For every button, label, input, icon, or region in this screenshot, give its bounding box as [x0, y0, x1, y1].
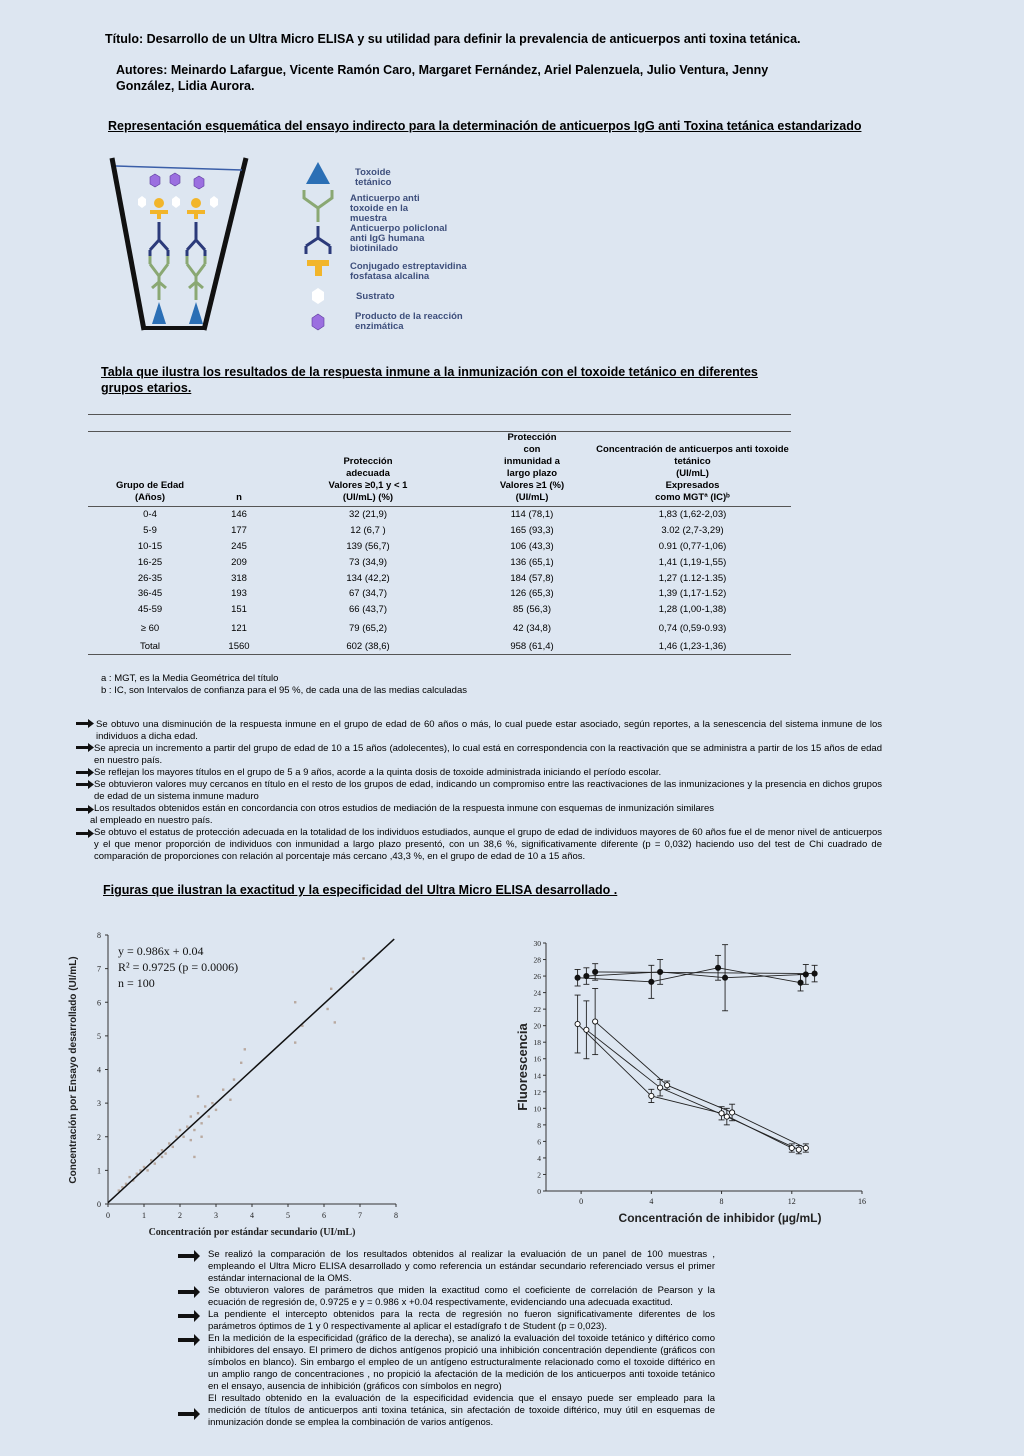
x-tick-label: 5 — [286, 1211, 290, 1220]
data-point — [179, 1129, 181, 1131]
sample-antibody-icon — [187, 256, 205, 300]
conclusion-item: El resultado obtenido en la evaluación de la especificidad evidencia que el ensayo puede ser empleado para la medición de títulos de anticuerpos anti toxina tetánica, sin afectación de toxoide diftérico, muy útil en esquemas de inmunización donde se emplea la combinación de varios antígenos. — [208, 1393, 715, 1428]
data-point — [182, 1136, 184, 1138]
data-point — [722, 975, 727, 980]
cell: 1560 — [212, 639, 266, 655]
legend-text: Producto de la reacción — [355, 311, 463, 322]
cell: 121 — [231, 622, 247, 634]
data-point — [161, 1149, 163, 1151]
y-tick-label: 28 — [533, 955, 541, 965]
cell: 165 (93,3) — [510, 525, 554, 537]
substrate-icon — [138, 196, 146, 208]
sample-antibody-icon — [150, 256, 168, 300]
legend-icons — [298, 160, 343, 335]
finding-item: Se reflejan los mayores títulos en el grupo de 5 a 9 años, acorde a la quinta dosis de toxoide administrada iniciando el período escolar. — [94, 767, 662, 778]
data-point — [334, 1021, 336, 1023]
y-tick-label: 22 — [533, 1005, 541, 1015]
specificity-chart — [510, 935, 880, 1230]
section-heading-figures: Figuras que ilustran la exactitud y la especificidad del Ultra Micro ELISA desarrollado . — [103, 883, 618, 897]
header-n — [212, 432, 266, 507]
cell: 126 (65,3) — [510, 588, 554, 600]
data-point — [222, 1088, 224, 1090]
arrow-right-icon — [178, 1250, 200, 1262]
x-tick-label: 8 — [394, 1211, 398, 1220]
y-axis-label: Fluorescencia — [515, 1023, 530, 1111]
header-spacer — [212, 415, 266, 432]
legend-product — [355, 312, 463, 332]
data-point — [128, 1176, 130, 1178]
header-text: (UI/mL) (%) — [342, 492, 394, 503]
data-point — [593, 969, 598, 974]
note-b: b : IC, son Intervalos de confianza para el 95 %, de cada una de las medias calculadas — [101, 685, 467, 696]
header-text: (Años) — [134, 492, 166, 503]
data-point — [186, 1125, 188, 1127]
data-point — [240, 1062, 242, 1064]
cell: ≥ 60 — [140, 622, 160, 634]
cell: 184 (57,8) — [510, 572, 554, 584]
header-concentration — [594, 432, 791, 507]
legend-text: anti IgG humana — [350, 233, 425, 244]
y-tick-label: 4 — [537, 1153, 541, 1163]
data-point — [200, 1122, 202, 1124]
cell: 0.91 (0,77-1,06) — [658, 540, 727, 552]
data-point — [803, 1145, 808, 1150]
y-tick-label: 0 — [537, 1187, 541, 1196]
y-tick-label: 1 — [97, 1166, 101, 1176]
legend-text: Anticuerpo policlonal — [350, 223, 448, 234]
series-line — [595, 1022, 806, 1148]
data-point — [197, 1112, 199, 1114]
table-row — [88, 523, 791, 539]
polyclonal-antibody-legend-icon — [306, 226, 330, 254]
data-point — [803, 972, 808, 977]
cell: 1,27 (1.12-1.35) — [658, 572, 727, 584]
findings-list — [90, 719, 882, 863]
data-point — [789, 1145, 794, 1150]
cell: 151 — [231, 604, 247, 616]
data-point — [161, 1156, 163, 1158]
legend-text: tetánico — [355, 177, 392, 188]
legend-polyclonal — [350, 224, 447, 254]
header-text: Protección — [343, 456, 393, 467]
table-row — [88, 602, 791, 618]
data-point — [352, 971, 354, 973]
y-tick-label: 8 — [537, 1120, 541, 1130]
results-table — [88, 414, 791, 655]
legend-text: Conjugado estreptavidina — [350, 261, 467, 272]
authors: Autores: Meinardo Lafargue, Vicente Ramón Caro, Margaret Fernández, Ariel Palenzuela, Julio Ventura, Jenny González, Lidia Aurora. — [116, 63, 769, 93]
polyclonal-antibody-icon — [150, 222, 168, 258]
x-axis-label: Concentración por estándar secundario (UI/mL) — [148, 1227, 356, 1238]
cell: 0,74 (0,59-0.93) — [658, 622, 727, 634]
y-tick-label: 18 — [533, 1038, 541, 1048]
data-point — [154, 1162, 156, 1164]
cell: 36-45 — [137, 588, 163, 600]
data-point — [197, 1095, 199, 1097]
table-row — [88, 539, 791, 555]
cell: 1,83 (1,62-2,03) — [658, 509, 727, 521]
finding-item: Se obtuvo el estatus de protección adecuada en la totalidad de los individuos estudiados, aunque el grupo de edad de individuos mayores de 60 años fue el de menor nivel de anticuerpos y el que menor proporción de individuos con inmunidad a largo plazo presentó, con un 38,6 %, significativamente diferente (p = 0,032) haciendo uso del test de Chi cuadrado de comparación de proporciones con relación al porcentaje más cercano ,43,3 %, en el grupo de edad de 10 a 15 años. — [94, 827, 882, 862]
sample-antibody-legend-icon — [304, 190, 332, 222]
header-adequate-protection — [266, 432, 470, 507]
x-tick-label: 1 — [142, 1211, 146, 1220]
table-row — [88, 586, 791, 602]
y-tick-label: 2 — [97, 1132, 101, 1142]
x-tick-label: 16 — [858, 1197, 866, 1206]
y-tick-label: 2 — [537, 1170, 541, 1180]
x-tick-label: 2 — [178, 1211, 182, 1220]
data-point — [168, 1142, 170, 1144]
data-point — [175, 1136, 177, 1138]
arrow-right-icon — [178, 1334, 200, 1346]
finding-item: Los resultados obtenidos están en concordancia con otros estudios de mediación de la respuesta inmune con esquemas de inmunización similares — [94, 803, 714, 814]
toxoid-legend-icon — [306, 162, 330, 184]
header-spacer — [266, 415, 470, 432]
legend-text: fosfatasa alcalina — [350, 271, 430, 282]
series-line — [578, 968, 801, 983]
y-tick-label: 7 — [97, 964, 101, 974]
conjugate-legend-icon — [307, 260, 329, 276]
data-point — [244, 1048, 246, 1050]
legend-text: Anticuerpo anti — [350, 193, 420, 204]
header-text: inmunidad a — [504, 456, 560, 467]
finding-item: Se aprecia un incremento a partir del grupo de edad de 10 a 15 años (adolecentes), lo cual está en correspondencia con la reactivación que se administra a partir de los 15 años de edad en nuestro país. — [94, 743, 882, 766]
legend-conjugate — [350, 262, 467, 282]
data-point — [724, 1114, 729, 1119]
y-tick-label: 16 — [533, 1054, 541, 1064]
conjugate-icon — [187, 198, 205, 219]
data-point — [229, 1099, 231, 1101]
data-point — [658, 969, 663, 974]
legend-substrate — [356, 292, 395, 302]
data-point — [665, 1083, 670, 1088]
y-tick-label: 0 — [97, 1200, 101, 1209]
header-text: como MGTª (IC)ᵇ — [655, 492, 730, 503]
data-point — [193, 1129, 195, 1131]
data-point — [584, 1027, 589, 1032]
cell: 85 (56,3) — [512, 604, 552, 616]
data-point — [146, 1169, 148, 1171]
data-point — [575, 975, 580, 980]
legend-text: Sustrato — [356, 291, 395, 302]
y-tick-label: 24 — [533, 988, 541, 998]
cell: 26-35 — [137, 572, 163, 584]
cell: 1,28 (1,00-1,38) — [658, 604, 727, 616]
data-point — [164, 1152, 166, 1154]
data-point — [575, 1021, 580, 1026]
cell: 209 — [231, 556, 247, 568]
cell: 245 — [231, 540, 247, 552]
cell: 66 (43,7) — [348, 604, 388, 616]
x-tick-label: 7 — [358, 1211, 362, 1220]
header-text: Protección — [507, 432, 557, 443]
table-row — [88, 554, 791, 570]
table-row — [88, 570, 791, 586]
legend-text: toxoide en la — [350, 203, 409, 214]
data-point — [190, 1139, 192, 1141]
data-point — [584, 973, 589, 978]
y-tick-label: 6 — [537, 1137, 541, 1147]
data-point — [215, 1109, 217, 1111]
conjugate-icon — [150, 198, 168, 219]
data-point — [233, 1078, 235, 1080]
data-point — [649, 1093, 654, 1098]
y-tick-label: 20 — [533, 1021, 541, 1031]
toxoid-icon — [152, 302, 166, 324]
header-text: largo plazo — [506, 468, 558, 479]
data-point — [190, 1115, 192, 1117]
data-point — [157, 1152, 159, 1154]
arrow-right-icon — [178, 1286, 200, 1298]
cell: 602 (38,6) — [266, 639, 470, 655]
cell: 73 (34,9) — [348, 556, 388, 568]
finding-item: Se obtuvo una disminución de la respuesta inmune en el grupo de edad de 60 años o más, lo cual puede estar asociado, según reportes, a la senescencia del sistema inmune de los individuos a dicha edad. — [96, 719, 882, 742]
data-point — [362, 957, 364, 959]
data-point — [719, 1111, 724, 1116]
conclusion-item: La pendiente el intercepto obtenidos para la recta de regresión no fueron significativamente diferentes de los parámetros óptimos de 1 y 0 respectivamente al aplicar el estadígrafo t de Student (p = 0,023). — [208, 1309, 715, 1332]
header-text: n — [236, 492, 242, 503]
y-tick-label: 5 — [97, 1031, 101, 1041]
toxoid-icon — [189, 302, 203, 324]
header-text: tetánico — [674, 456, 711, 467]
header-text: (UI/mL) — [676, 468, 709, 479]
x-tick-label: 0 — [106, 1211, 110, 1220]
conclusion-item: En la medición de la especificidad (gráfico de la derecha), se analizó la evaluación del toxoide tetánico y diftérico como inhibidores del ensayo. El primero de dichos antígenos propició una inhibición concentración dependiente (gráficos con símbolos en blanco). Sin embargo el empleo de un antígeno estructuralmente relacionado como el toxoide diftérico en un amplio rango de concentraciones , no propició la afectación de la medición de los anticuerpos anti toxoide tetánico en el ensayo, ausencia de inhibición (gráficos con símbolos en negro) — [208, 1333, 715, 1392]
product-icon — [170, 173, 180, 186]
data-point — [193, 1156, 195, 1158]
data-point — [326, 1008, 328, 1010]
cell: 45-59 — [137, 604, 163, 616]
product-legend-icon — [312, 314, 324, 330]
substrate-legend-icon — [312, 288, 324, 304]
table-row — [88, 507, 791, 523]
cell: 193 — [231, 588, 247, 600]
y-tick-label: 30 — [533, 939, 541, 948]
legend-sample-antibody — [350, 194, 420, 224]
header-age-group — [88, 432, 212, 507]
cell: 5-9 — [143, 525, 157, 537]
cell: 0-4 — [143, 509, 157, 521]
cell: 32 (21,9) — [348, 509, 388, 521]
data-point — [172, 1146, 174, 1148]
data-point — [593, 1019, 598, 1024]
header-text: Valores ≥1 (%) — [499, 480, 565, 491]
y-tick-label: 3 — [97, 1099, 101, 1109]
poster-title: Título: Desarrollo de un Ultra Micro ELISA y su utilidad para definir la prevalencia de anticuerpos anti toxina tetánica. — [105, 32, 801, 46]
sample-size: n = 100 — [118, 976, 155, 990]
x-tick-label: 4 — [250, 1211, 254, 1220]
cell: 146 — [231, 509, 247, 521]
table-row — [88, 639, 791, 655]
data-point — [812, 971, 817, 976]
cell: 42 (34,8) — [512, 622, 552, 634]
header-spacer — [594, 415, 791, 432]
series-line — [578, 1024, 792, 1148]
cell: 3.02 (2,7-3,29) — [661, 525, 724, 537]
y-tick-label: 6 — [97, 998, 101, 1008]
x-tick-label: 4 — [649, 1197, 654, 1206]
x-axis-label: Concentración de inhibidor (µg/mL) — [618, 1211, 822, 1225]
y-tick-label: 10 — [533, 1104, 541, 1114]
regression-equation: y = 0.986x + 0.04 — [118, 944, 204, 958]
cell: 1,46 (1,23-1,36) — [594, 639, 791, 655]
data-point — [294, 1041, 296, 1043]
y-tick-label: 8 — [97, 931, 101, 940]
finding-item: al empleado en nuestro país. — [90, 815, 213, 826]
elisa-scheme — [104, 152, 254, 334]
data-point — [208, 1115, 210, 1117]
header-spacer — [88, 415, 212, 432]
data-point — [649, 979, 654, 984]
finding-item: Se obtuvieron valores muy cercanos en título en el resto de los grupos de edad, indicando un compromiso entre las reactivaciones de las inmunizaciones y la presencia en dichos grupos de edad de un sistema inmune maduro — [94, 779, 882, 802]
cell: 136 (65,1) — [510, 556, 554, 568]
data-point — [715, 965, 720, 970]
header-text: Valores ≥0,1 y < 1 — [328, 480, 408, 491]
legend-text: muestra — [350, 213, 387, 224]
table-row — [88, 618, 791, 639]
header-spacer — [470, 415, 594, 432]
cell: 177 — [231, 525, 247, 537]
header-text: adecuada — [346, 468, 390, 479]
header-text: Concentración de anticuerpos anti toxoide — [596, 444, 789, 455]
product-icon — [150, 174, 160, 187]
x-tick-label: 0 — [579, 1197, 584, 1206]
x-tick-label: 6 — [322, 1211, 326, 1220]
y-tick-label: 14 — [533, 1071, 541, 1081]
legend-text: Toxoide — [355, 167, 391, 178]
data-point — [211, 1102, 213, 1104]
r-squared: R² = 0.9725 (p = 0.0006) — [118, 960, 239, 974]
accuracy-scatter-chart — [60, 925, 410, 1245]
header-text: Grupo de Edad — [115, 480, 185, 491]
note-a: a : MGT, es la Media Geométrica del título — [101, 673, 279, 684]
table-notes — [101, 673, 467, 697]
cell: 67 (34,7) — [348, 588, 388, 600]
cell: 139 (56,7) — [346, 540, 390, 552]
table-header-row — [88, 415, 791, 432]
cell: 12 (6,7 ) — [350, 525, 386, 537]
y-tick-label: 26 — [533, 972, 541, 982]
table-header-row — [88, 432, 791, 507]
data-point — [798, 980, 803, 985]
legend-text: biotinilado — [350, 243, 399, 254]
x-tick-label: 3 — [214, 1211, 218, 1220]
cell: 318 — [231, 572, 247, 584]
header-text: con — [523, 444, 541, 455]
polyclonal-antibody-icon — [187, 222, 205, 258]
header-text: Expresados — [665, 480, 720, 491]
y-tick-label: 12 — [533, 1087, 541, 1097]
y-tick-label: 4 — [97, 1065, 101, 1075]
legend-toxoid — [355, 168, 391, 188]
cell: 1,39 (1,17-1.52) — [658, 588, 727, 600]
data-point — [330, 988, 332, 990]
data-point — [204, 1105, 206, 1107]
conclusions-list — [208, 1249, 715, 1429]
data-point — [294, 1001, 296, 1003]
cell: 16-25 — [137, 556, 163, 568]
cell: Total — [88, 639, 212, 655]
x-tick-label: 12 — [787, 1197, 796, 1206]
cell: 79 (65,2) — [348, 622, 388, 634]
substrate-icon — [210, 196, 218, 208]
conclusion-item: Se realizó la comparación de los resultados obtenidos al realizar la evaluación de un panel de 100 muestras , empleando el Ultra Micro ELISA desarrollado y como referencia un estándar secundario referenciado versus el primer estándar internacional de la OMS. — [208, 1249, 715, 1284]
product-icon — [194, 176, 204, 189]
cell: 106 (43,3) — [510, 540, 554, 552]
cell: 1,41 (1,19-1,55) — [658, 556, 727, 568]
data-point — [729, 1110, 734, 1115]
conclusion-item: Se obtuvieron valores de parámetros que miden la exactitud como el coeficiente de correlación de Pearson y la ecuación de regresión de, 0.9725 e y = 0.986 x +0.04 respectivamente, evidenciando una adecuada exactitud. — [208, 1285, 715, 1308]
section-heading-table: Tabla que ilustra los resultados de la respuesta inmune a la inmunización con el toxoide tetánico en diferentes grupos etarios. — [101, 365, 758, 395]
substrate-icon — [172, 196, 180, 208]
cell: 134 (42,2) — [346, 572, 390, 584]
arrow-right-icon — [178, 1408, 200, 1420]
series-line — [586, 1030, 798, 1150]
x-tick-label: 8 — [719, 1197, 724, 1206]
legend-text: enzimática — [355, 321, 404, 332]
data-point — [658, 1085, 663, 1090]
y-axis-label: Concentración por Ensayo desarrollado (UI/mL) — [68, 956, 79, 1184]
data-point — [200, 1136, 202, 1138]
cell: 958 (61,4) — [470, 639, 594, 655]
header-long-term-protection — [470, 432, 594, 507]
cell: 10-15 — [137, 540, 163, 552]
arrow-right-icon — [178, 1310, 200, 1322]
data-point — [796, 1147, 801, 1152]
section-heading-scheme: Representación esquemática del ensayo indirecto para la determinación de anticuerpos IgG anti Toxina tetánica estandarizado — [108, 119, 862, 133]
header-text: (UI/mL) — [515, 492, 549, 503]
cell: 114 (78,1) — [510, 509, 554, 521]
conclusion-arrows — [178, 1250, 202, 1425]
